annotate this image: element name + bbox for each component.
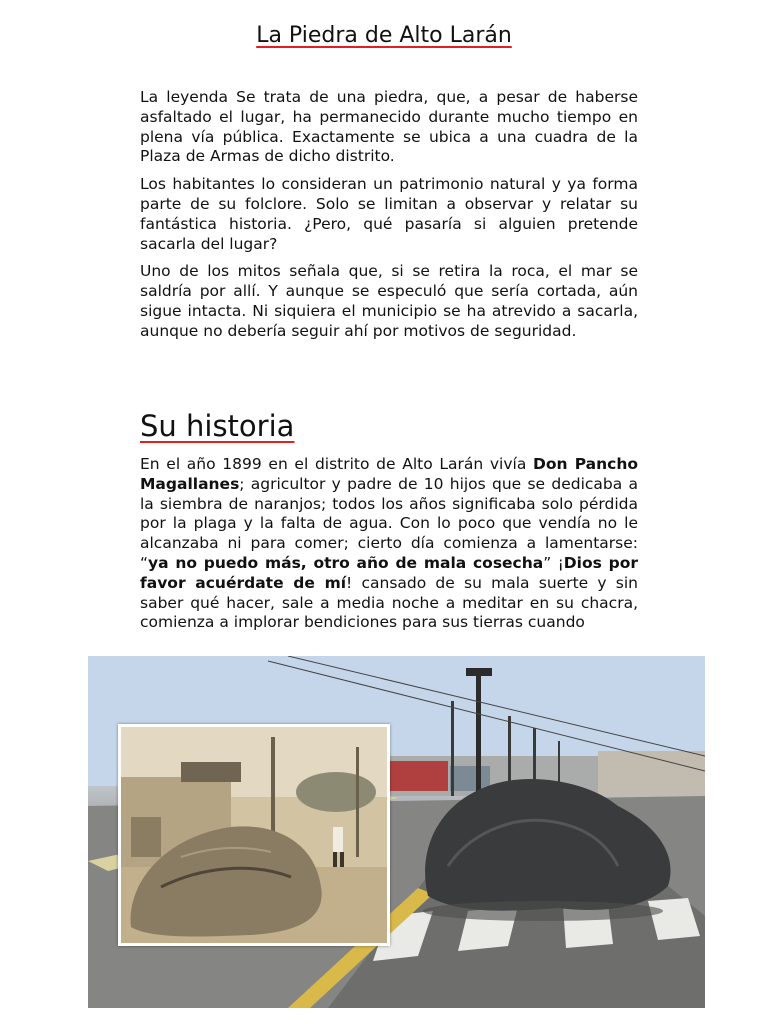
section-heading-text: Su historia <box>140 409 295 443</box>
history-bold-name: Don Pancho Magallanes <box>140 455 639 493</box>
history-text <box>140 455 638 641</box>
history-text-run: ” ¡ <box>543 553 564 572</box>
history-bold-plea: Dios por favor acuérdate de mí <box>140 553 639 592</box>
history-text-run: ! cansado de su mala suerte y sin saber qué hacer, sale a media noche a meditar en su chacra, comienza a implorar bendiciones para sus tierras cuando <box>140 573 638 632</box>
history-bold-quote: ya no puedo más, otro año de mala cosecha <box>148 553 544 572</box>
history-text-run: En el año 1899 en el distrito de Alto Larán vivía <box>140 455 533 473</box>
page-title-text: La Piedra de Alto Larán <box>256 23 512 48</box>
page-title <box>0 22 768 50</box>
intro-text <box>140 88 638 350</box>
section-heading <box>140 408 294 444</box>
intro-paragraph: La leyenda Se trata de una piedra, que, a pesar de haberse asfaltado el lugar, ha permanecido durante mucho tiempo en plena vía pública. Exactamente se ubica a una cuadra de la Plaza de Armas de dicho distrito. <box>140 88 638 166</box>
historic-rock-illustration <box>121 727 387 943</box>
historic-rock-photo <box>118 724 390 946</box>
intro-paragraph: Los habitantes lo consideran un patrimonio natural y ya forma parte de su folclore. Solo se limitan a observar y relatar su fantástica historia. ¿Pero, qué pasaría si alguien pretende sacarla del lugar? <box>140 175 638 253</box>
history-paragraph <box>140 455 638 633</box>
history-text-run: ; agricultor y padre de 10 hijos que se dedicaba a la siembra de naranjos; todos los años significaba solo pérdida por la plaga y la falta de agua. Con lo poco que vendía no le alcanzaba ni para comer; cierto día comienza a lamentarse: “ <box>140 474 638 572</box>
intro-paragraph: Uno de los mitos señala que, si se retira la roca, el mar se saldría por allí. Y aunque se especuló que sería cortada, aún sigue intacta. Ni siquiera el municipio se ha atrevido a sacarla, aunque no debería seguir ahí por motivos de seguridad. <box>140 262 638 340</box>
